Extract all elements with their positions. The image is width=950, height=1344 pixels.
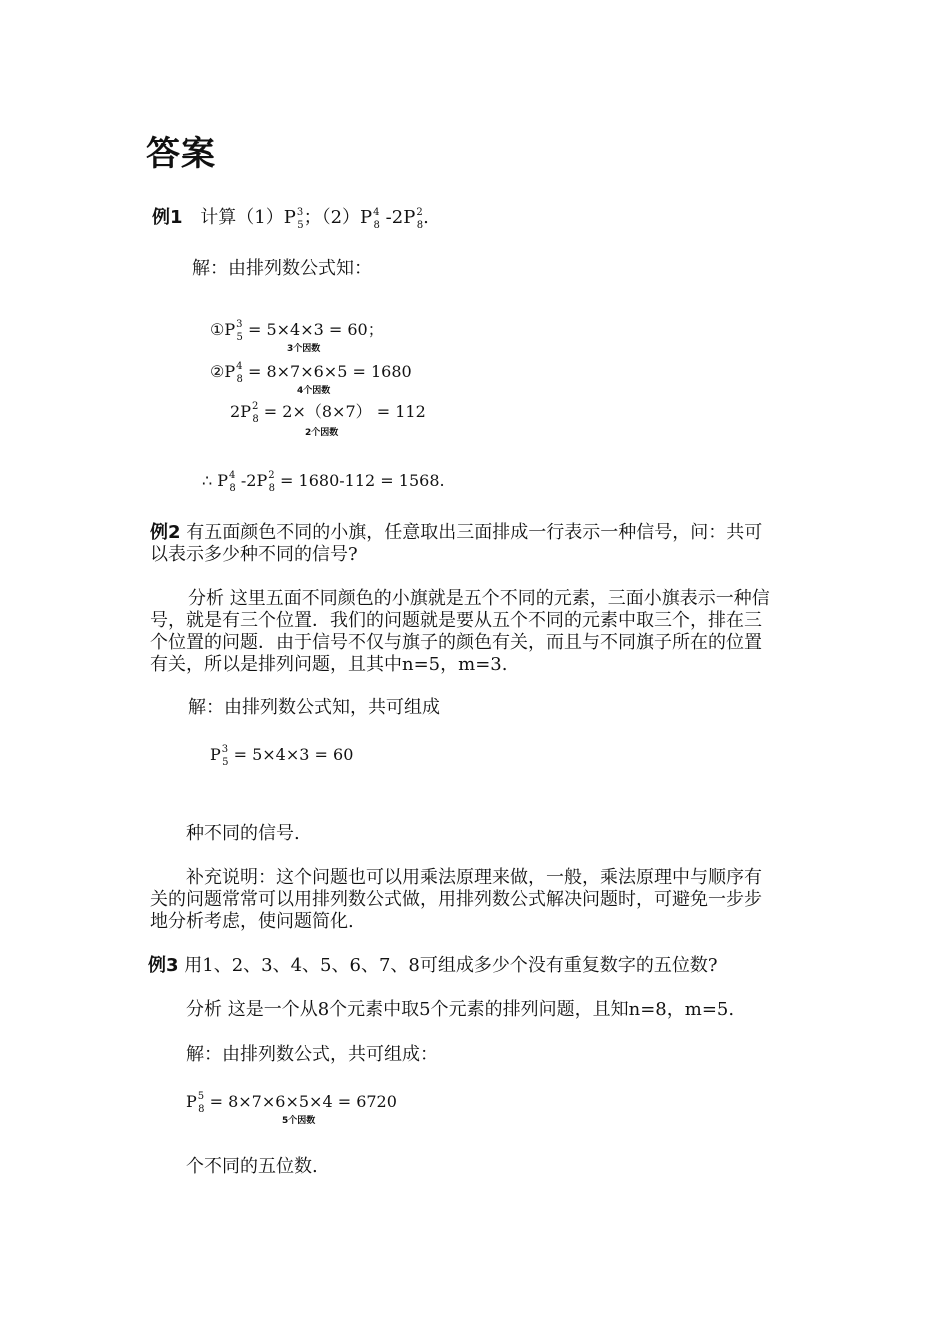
- example-2-solution: 解：由排列数公式知，共可组成: [188, 697, 440, 718]
- example-2-analysis: 分析 这里五面不同颜色的小旗就是五个不同的元素，三面小旗表示一种信 号，就是有三个位置．我们的问题就是要从五个不同的元素中取三个，排在三 个位置的问题．由于信号不仅与旗子的颜色有关，而且与不同旗子所在的位置 有关，所以是排列问题，且其中n=5，m=3.: [150, 588, 770, 675]
- example-1-label: 例1: [152, 207, 183, 228]
- example-1-question: 例1 计算$(1)P^3_5$；$(2)P^4_8$ $-2P^2_8$.: [152, 207, 429, 231]
- example-1-formula-2: $②P^4_8 = 8\times 7\times 6\times 5 = 1680$: [210, 361, 412, 385]
- page-title: 答案: [146, 134, 216, 174]
- example-2-question: 例2 有五面颜色不同的小旗，任意取出三面排成一行表示一种信号，问：共可 以表示多少种不同的信号?: [150, 522, 763, 565]
- factor-note: 2个因数: [305, 428, 339, 438]
- factor-note: 3个因数: [287, 344, 321, 354]
- example-2-result: 种不同的信号.: [186, 823, 300, 844]
- example-2-formula: $P^3_5 = 5\times 4\times 3 = 60$: [210, 744, 354, 768]
- example-3-question: 例3 用1、2、3、4、5、6、7、8可组成多少个没有重复数字的五位数?: [148, 955, 718, 976]
- example-3-solution: 解：由排列数公式，共可组成：: [186, 1044, 438, 1065]
- example-3-analysis: 分析 这是一个从8个元素中取5个元素的排列问题，且知n=8，m=5.: [186, 999, 735, 1020]
- factor-note: 4个因数: [297, 386, 331, 396]
- example-3-label: 例3: [148, 955, 179, 976]
- example-2-label: 例2: [150, 522, 181, 543]
- factor-note: 5个因数: [282, 1116, 316, 1126]
- example-1-formula-3: $2P^2_8 = 2\times(8\times 7) = 112$: [230, 401, 426, 425]
- example-1-conclusion: ∴ $P^4_8$ $-2P^2_8 = 1680-112 = 1568$.: [202, 470, 445, 494]
- example-3-result: 个不同的五位数.: [186, 1156, 318, 1177]
- example-1-formula-1: $①P^3_5 = 5\times 4\times 3 = 60$；: [210, 319, 384, 343]
- example-2-supplement: 补充说明：这个问题也可以用乘法原理来做，一般，乘法原理中与顺序有 关的问题常常可以用排列数公式做，用排列数公式解决问题时，可避免一步步 地分析考虑，使问题简化.: [150, 867, 762, 932]
- example-1-solution: 解：由排列数公式知：: [192, 258, 372, 279]
- example-3-formula: $P^5_8 = 8\times 7\times 6\times 5\times 4 = 6720$: [186, 1091, 397, 1115]
